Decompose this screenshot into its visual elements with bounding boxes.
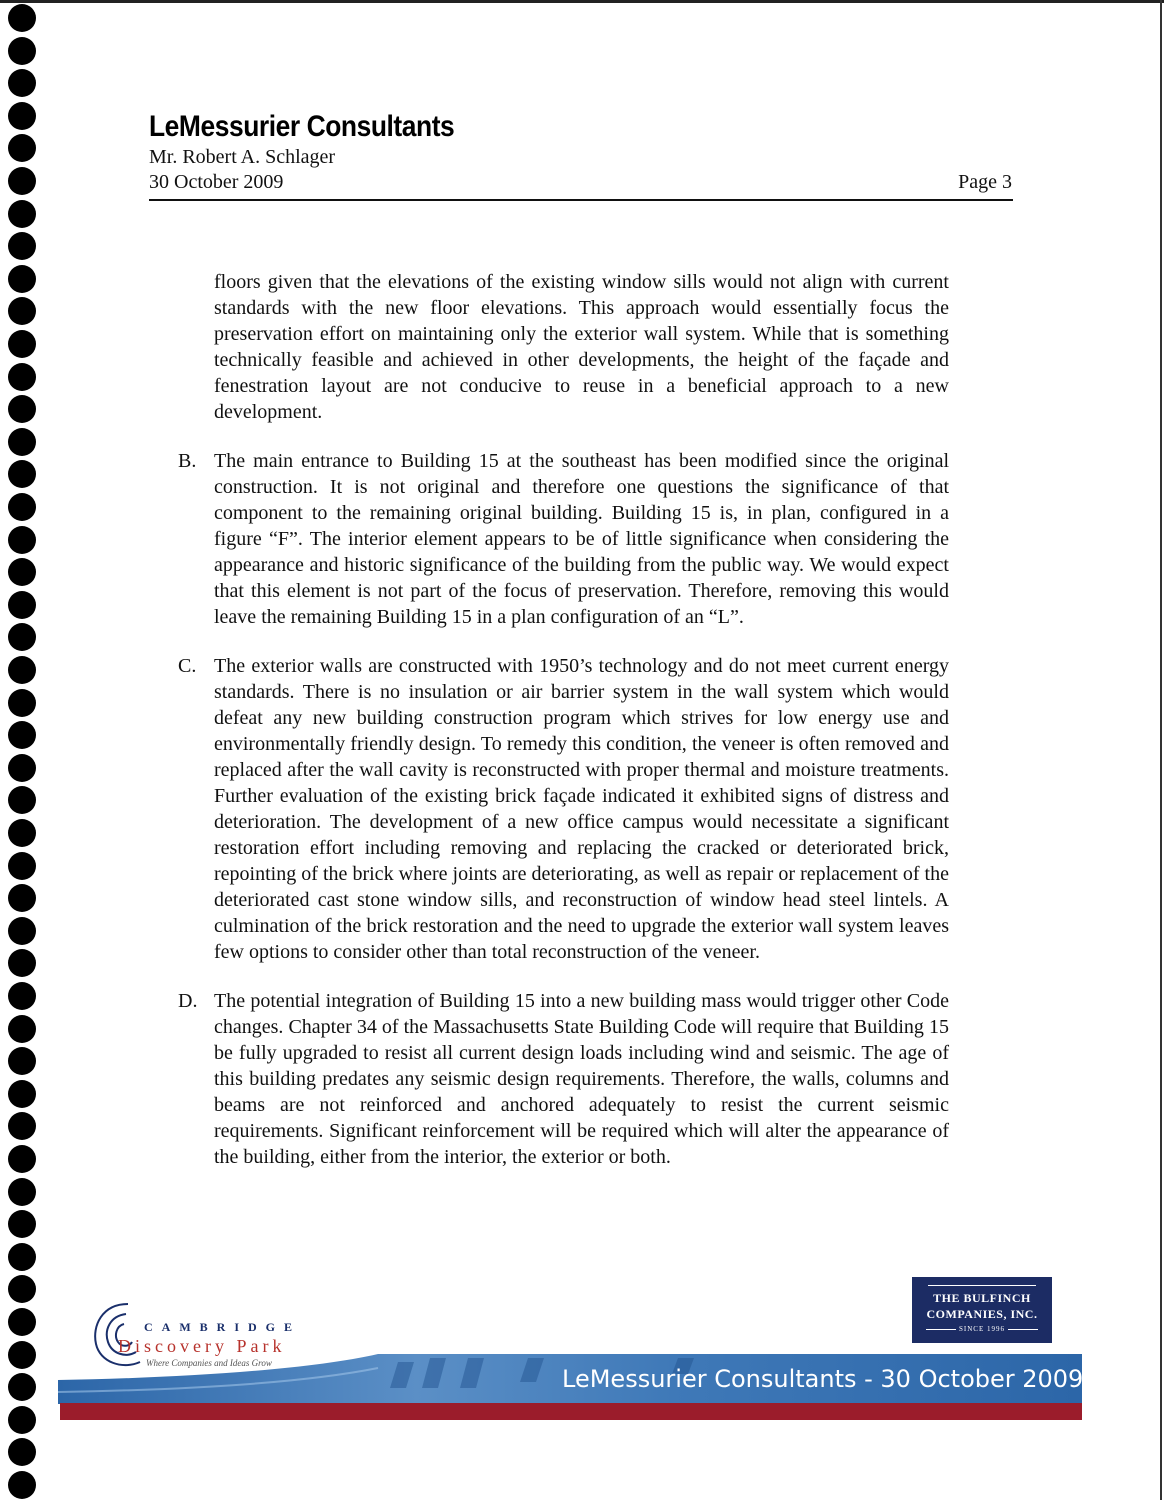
paragraph-item-d <box>149 988 949 1170</box>
list-marker: B. <box>178 450 197 472</box>
company-name: LeMessurier Consultants <box>149 110 455 143</box>
binding-hole <box>8 819 36 847</box>
bulfinch-line-1: THE BULFINCH <box>933 1291 1031 1305</box>
paragraph-item-b <box>149 448 949 630</box>
binding-hole <box>8 689 36 717</box>
binding-hole <box>8 200 36 228</box>
binding-hole <box>8 428 36 456</box>
paragraph-item-c <box>149 653 949 965</box>
binding-hole <box>8 1275 36 1303</box>
binding-hole <box>8 330 36 358</box>
paragraph-continued <box>149 269 949 425</box>
binding-hole <box>8 1308 36 1336</box>
top-edge-rule <box>0 0 1164 3</box>
list-marker: D. <box>178 990 198 1012</box>
binding-hole <box>8 1145 36 1173</box>
logo-tagline: Where Companies and Ideas Grow <box>146 1358 272 1368</box>
paragraph-text: The potential integration of Building 15 into a new building mass would trigger other Code changes. Chapter 34 of the Massachusetts State Building Code will require that Building 15 be fully upgraded to resist all current design loads including wind and seismic. The age of this building predates any seismic design requirements. Therefore, the walls, columns and beams are not reinforced and anchored adequately to resist the current seismic requirements. Significant reinforcement will be required which will alter the appearance of the building, either from the interior, the exterior or both. <box>214 990 949 1168</box>
binding-hole <box>8 4 36 32</box>
binding-hole <box>8 558 36 586</box>
binding-hole <box>8 884 36 912</box>
footer-banner-text: LeMessurier Consultants - 30 October 2009 <box>562 1365 1084 1393</box>
binding-hole <box>8 1471 36 1499</box>
spiral-binding <box>2 0 42 1500</box>
binding-hole <box>8 982 36 1010</box>
page-number: Page 3 <box>958 171 1012 193</box>
binding-hole <box>8 363 36 391</box>
binding-hole <box>8 493 36 521</box>
footer-red-band <box>60 1403 1082 1420</box>
bulfinch-line-2: COMPANIES, INC. <box>926 1307 1038 1321</box>
paragraph-text: The exterior walls are constructed with 1950’s technology and do not meet current energy standards. There is no insulation or air barrier system in the wall system which would defeat any new building construction program which strives for low energy use and environmentally friendly design. To remedy this condition, the veneer is often removed and replaced after the wall cavity is reconstructed with proper thermal and moisture treatments. Further evaluation of the existing brick façade indicated it exhibited signs of distress and deterioration. The development of a new office campus would necessitate a significant restoration effort including removing and replacing the cracked or deteriorated brick, repointing of the brick where joints are deteriorating, as well as repair or replacement of the deteriorated cast stone window sills, and reconstruction of window head steel lintels. A culmination of the brick restoration and the need to upgrade the exterior wall system leaves few options to consider other than total reconstruction of the veneer. <box>214 655 949 963</box>
binding-hole <box>8 1047 36 1075</box>
binding-hole <box>8 1243 36 1271</box>
binding-hole <box>8 37 36 65</box>
logo-rule <box>1008 1329 1038 1330</box>
binding-hole <box>8 167 36 195</box>
binding-hole <box>8 134 36 162</box>
bulfinch-since: SINCE 1996 <box>959 1325 1005 1333</box>
binding-hole <box>8 460 36 488</box>
header-divider <box>149 199 1013 201</box>
binding-hole <box>8 1210 36 1238</box>
binding-hole <box>8 721 36 749</box>
binding-hole <box>8 1015 36 1043</box>
binding-hole <box>8 1406 36 1434</box>
binding-hole <box>8 754 36 782</box>
binding-hole <box>8 1080 36 1108</box>
binding-hole <box>8 949 36 977</box>
bulfinch-companies-logo <box>912 1277 1052 1343</box>
logo-rule <box>928 1285 1036 1286</box>
binding-hole <box>8 265 36 293</box>
binding-hole <box>8 102 36 130</box>
binding-hole <box>8 623 36 651</box>
recipient-name: Mr. Robert A. Schlager <box>149 146 336 168</box>
binding-hole <box>8 852 36 880</box>
binding-hole <box>8 1178 36 1206</box>
binding-hole <box>8 917 36 945</box>
binding-hole <box>8 526 36 554</box>
right-edge-rule <box>1160 0 1162 1500</box>
binding-hole <box>8 1373 36 1401</box>
list-marker: C. <box>178 655 197 677</box>
paragraph-text: The main entrance to Building 15 at the southeast has been modified since the original construction. It is not original and therefore one questions the significance of that component to the remaining original building. Building 15 is, in plan, configured in a figure “F”. The interior element appears to be of little significance when considering the appearance and historic significance of the building from the public way. We would expect that this element is not part of the focus of preservation. Therefore, removing this would leave the remaining Building 15 in a plan configuration of an “L”. <box>214 450 949 628</box>
binding-hole <box>8 1341 36 1369</box>
letter-date: 30 October 2009 <box>149 171 284 193</box>
logo-cambridge: CAMBRIDGE <box>144 1320 302 1334</box>
letter-body <box>149 269 949 1193</box>
binding-hole <box>8 395 36 423</box>
binding-hole <box>8 232 36 260</box>
binding-hole <box>8 1438 36 1466</box>
binding-hole <box>8 69 36 97</box>
binding-hole <box>8 656 36 684</box>
binding-hole <box>8 297 36 325</box>
paragraph-text: floors given that the elevations of the existing window sills would not align with current standards with the new floor elevations. This approach would essentially focus the preservation effort on maintaining only the exterior wall system. While that is something technically feasible and achieved in other developments, the height of the façade and fenestration layout are not conducive to reuse in a beneficial approach to a new development. <box>214 271 949 423</box>
binding-hole <box>8 591 36 619</box>
binding-hole <box>8 786 36 814</box>
binding-hole <box>8 1112 36 1140</box>
logo-discovery-park: Discovery Park <box>118 1336 286 1356</box>
